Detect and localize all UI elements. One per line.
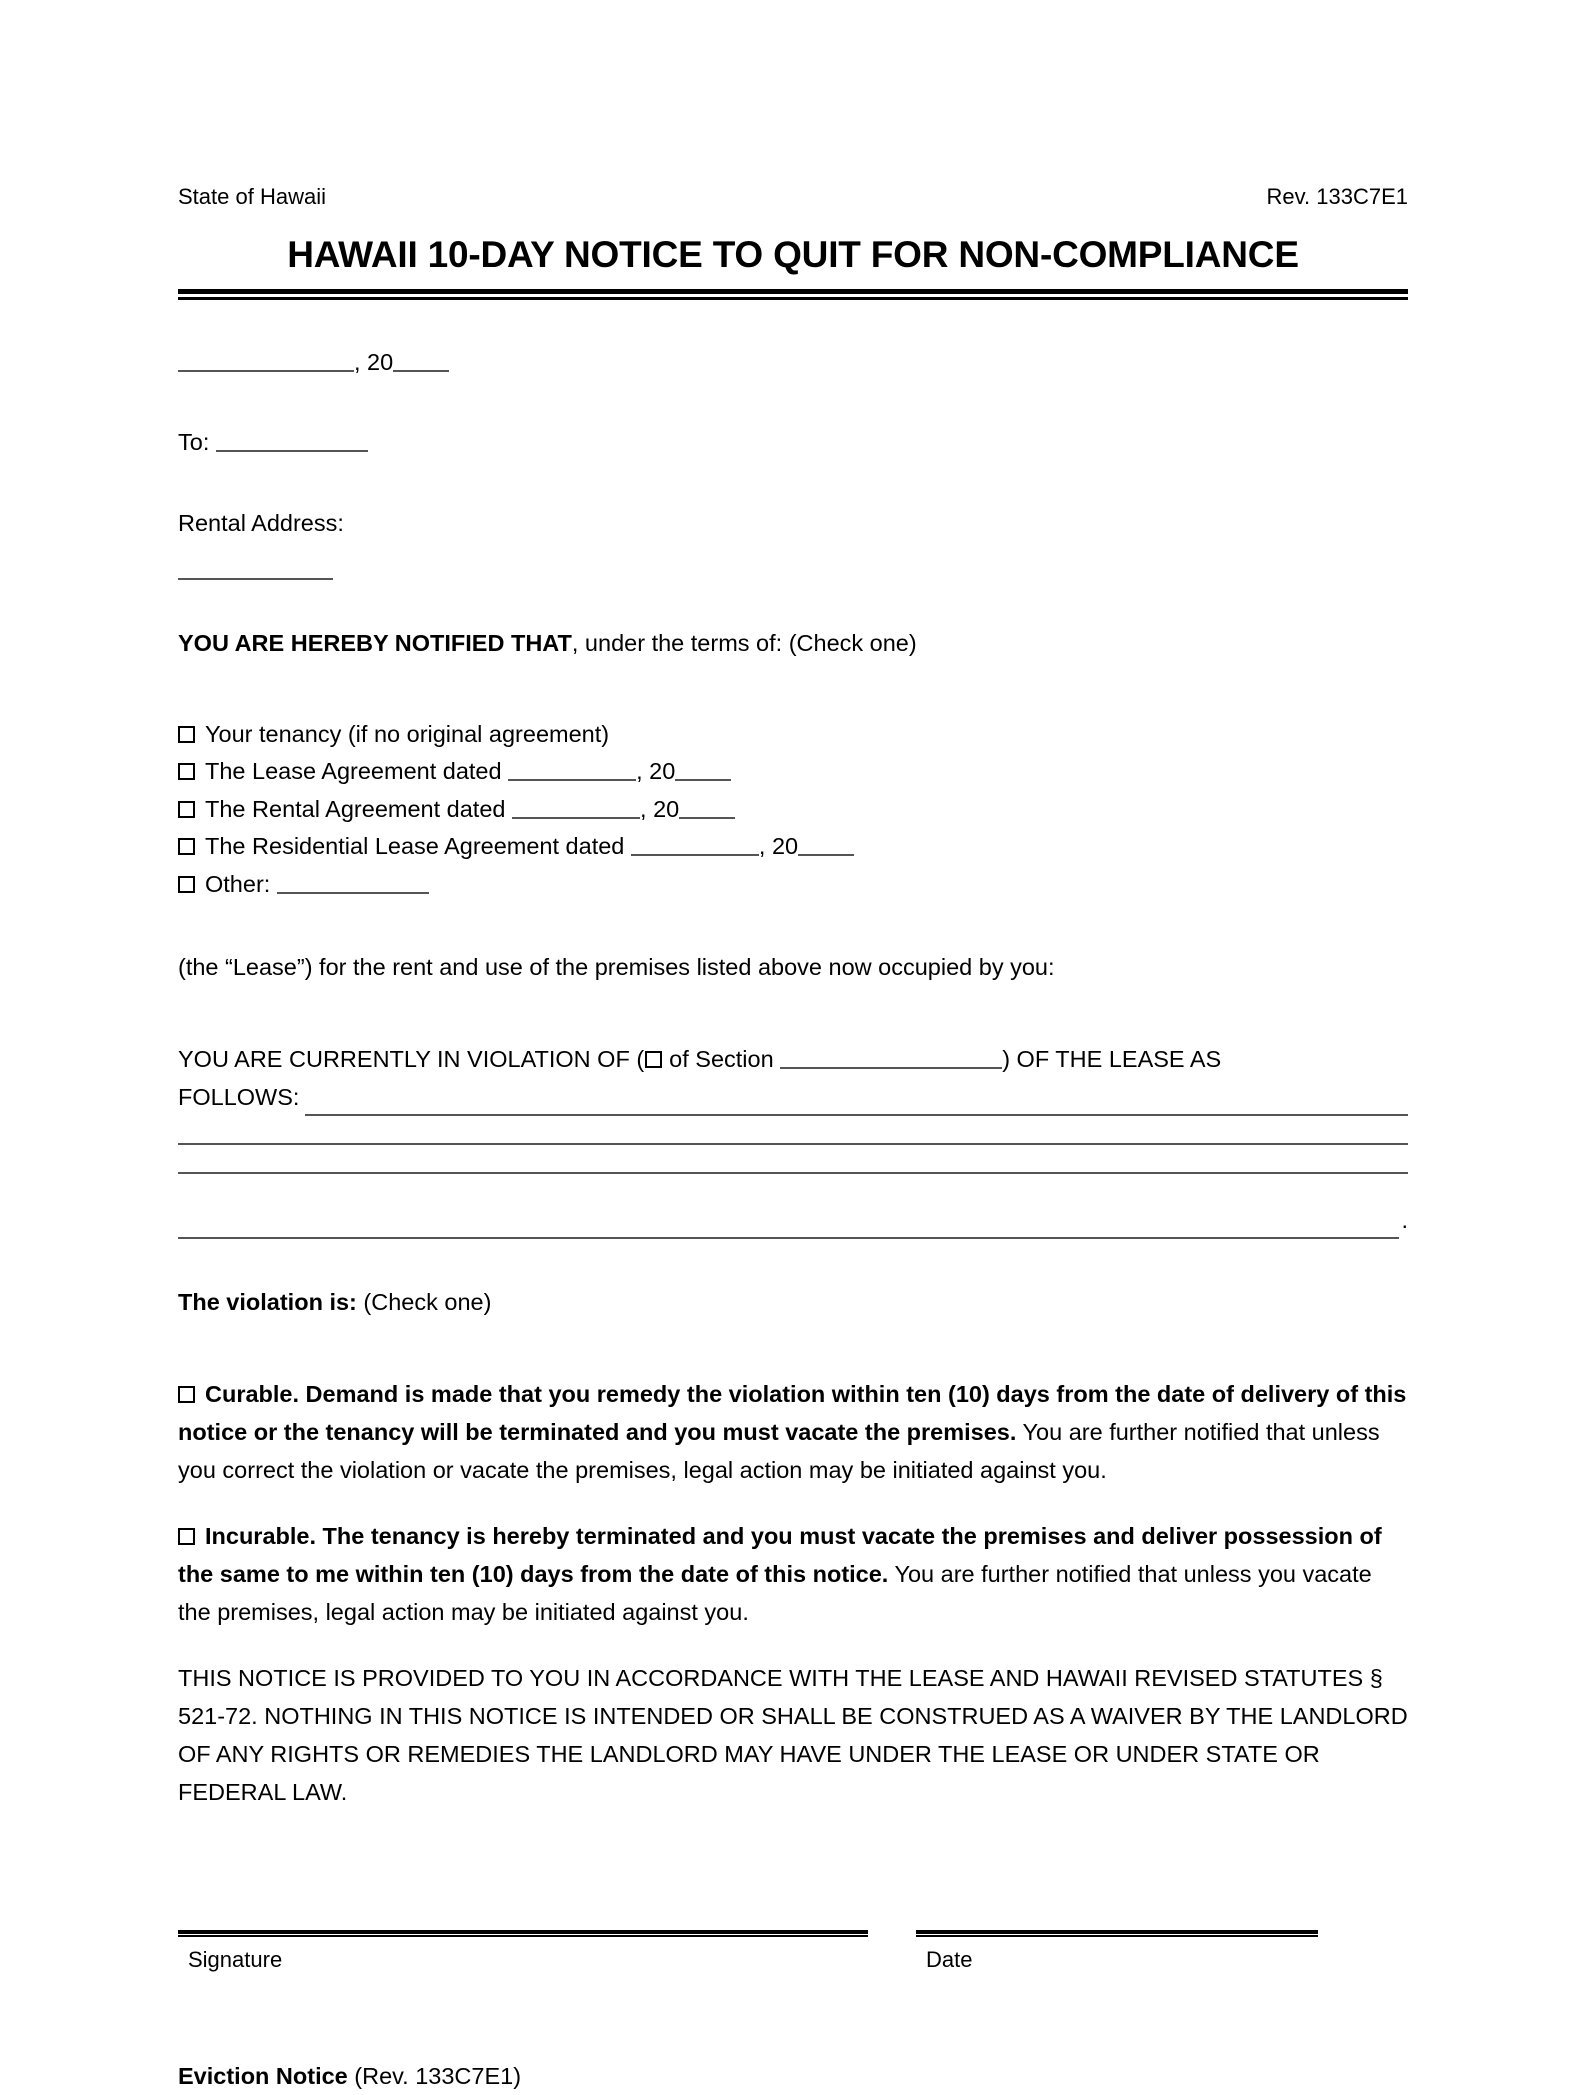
checkbox-row-lease-agreement[interactable]: [178, 753, 1408, 791]
checkbox-row-residential-lease-agreement[interactable]: [178, 828, 1408, 866]
spacer: [178, 688, 1408, 716]
curable-paragraph: [178, 1375, 1408, 1489]
state-label: State of Hawaii: [178, 184, 326, 209]
incurable-paragraph: [178, 1517, 1408, 1631]
signature-rules-row: [178, 1930, 1408, 1937]
signature-labels-row: [178, 1937, 1408, 1978]
checkbox-icon[interactable]: [178, 726, 195, 743]
title-divider: [178, 289, 1408, 300]
follows-label: FOLLOWS:: [178, 1083, 300, 1110]
lease-date-blank[interactable]: [508, 755, 636, 781]
spacer: [178, 407, 1408, 423]
incurable-checkbox-icon[interactable]: [178, 1528, 195, 1545]
lease-clause: (the “Lease”) for the rent and use of the premises listed above now occupied by you:: [178, 953, 1055, 980]
curable-bold: Curable. Demand is made that you remedy the violation within ten (10) days from the date of delivery of this notice or the tenancy will be terminated and you must vacate the premises.: [178, 1380, 1407, 1445]
rental-year-prefix: , 20: [640, 795, 680, 822]
lease-year-prefix: , 20: [636, 758, 676, 785]
violation-part3: ) OF THE LEASE AS: [1002, 1045, 1222, 1072]
checkbox-icon[interactable]: [178, 763, 195, 780]
terms-checkbox-list: [178, 716, 1408, 904]
checkbox-icon[interactable]: [178, 838, 195, 855]
rental-address-line: [178, 504, 1408, 542]
signature-label: Signature: [188, 1946, 283, 1972]
curable-checkbox-icon[interactable]: [178, 1386, 195, 1403]
violation-terminator: .: [1401, 1206, 1408, 1233]
curable-rest: You are further notified that unless you correct the violation or vacate the premises, legal action may be initiated against you.: [178, 1418, 1380, 1484]
spacer: [178, 580, 1408, 624]
violation-is-bold: The violation is:: [178, 1288, 357, 1315]
checkbox-row-tenancy[interactable]: [178, 716, 1408, 754]
residential-date-blank[interactable]: [631, 830, 759, 856]
checkbox-icon[interactable]: [178, 876, 195, 893]
checkbox-row-other[interactable]: [178, 866, 1408, 904]
checkbox-label: The Lease Agreement dated: [205, 758, 502, 785]
statute-paragraph: THIS NOTICE IS PROVIDED TO YOU IN ACCORDANCE WITH THE LEASE AND HAWAII REVISED STATUTES § 521-72. NOTHING IN THIS NOTICE IS INTENDED OR SHALL BE CONSTRUED AS A WAIVER BY THE LANDLORD OF ANY RIGHTS OR REMEDIES THE LANDLORD MAY HAVE UNDER THE LEASE OR UNDER STATE OR FEDERAL LAW.: [178, 1665, 1408, 1806]
spacer: [178, 1012, 1408, 1040]
violation-blank-4-row: [178, 1201, 1408, 1239]
section-checkbox-icon[interactable]: [645, 1051, 662, 1068]
spacer: [178, 488, 1408, 504]
checkbox-icon[interactable]: [178, 801, 195, 818]
lease-year-blank[interactable]: [675, 755, 731, 781]
violation-blank-3[interactable]: [178, 1172, 1408, 1174]
to-line: [178, 423, 1408, 461]
rental-year-blank[interactable]: [679, 793, 735, 819]
notified-rest: , under the terms of: (Check one): [571, 629, 917, 656]
violation-blank-1[interactable]: [305, 1089, 1408, 1116]
checkbox-label: The Rental Agreement dated: [205, 795, 506, 822]
incurable-rest: You are further notified that unless you vacate the premises, legal action may be initiated against you.: [178, 1561, 1372, 1626]
violation-part1: YOU ARE CURRENTLY IN VIOLATION OF (: [178, 1045, 645, 1072]
checkbox-label: The Residential Lease Agreement dated: [205, 833, 625, 860]
violation-is-heading: [178, 1283, 1408, 1321]
checkbox-row-rental-agreement[interactable]: [178, 791, 1408, 829]
spacer: [178, 1489, 1408, 1517]
spacer: [178, 1239, 1408, 1283]
violation-blank-2[interactable]: [178, 1143, 1408, 1145]
date-month-day-blank[interactable]: [178, 346, 354, 372]
revision-label: Rev. 133C7E1: [1266, 184, 1408, 209]
date-field[interactable]: [916, 1930, 1318, 1937]
signature-block: [178, 1930, 1408, 1978]
residential-year-prefix: , 20: [758, 833, 799, 860]
document-body: [178, 343, 1408, 2095]
notified-statement: [178, 624, 1408, 662]
incurable-bold: Incurable. The tenancy is hereby terminated and you must vacate the premises and deliver possession of the same to me within ten (10) days from the date of this notice.: [178, 1523, 1382, 1588]
section-number-blank[interactable]: [780, 1043, 1002, 1069]
checkbox-label: Your tenancy (if no original agreement): [205, 720, 610, 747]
residential-year-blank[interactable]: [798, 830, 854, 856]
signature-rule: [178, 1930, 868, 1937]
to-label: To:: [178, 429, 210, 456]
footer-rest: (Rev. 133C7E1): [347, 2063, 522, 2090]
date-year-prefix: , 20: [354, 349, 394, 376]
violation-part2: of Section: [669, 1045, 774, 1072]
rental-date-blank[interactable]: [512, 793, 640, 819]
notified-bold: YOU ARE HEREBY NOTIFIED THAT: [178, 629, 572, 656]
footer-bold: Eviction Notice: [178, 2063, 348, 2090]
date-line: [178, 343, 1408, 381]
document-header: [178, 0, 1408, 210]
spacer: [178, 1631, 1408, 1659]
violation-blank-4[interactable]: [178, 1212, 1399, 1239]
signature-field[interactable]: [178, 1930, 868, 1937]
violation-statement: [178, 1040, 1408, 1078]
checkbox-label: Other:: [205, 871, 271, 898]
spacer: [178, 1347, 1408, 1375]
page-title: HAWAII 10-DAY NOTICE TO QUIT FOR NON-COMPLIANCE: [287, 234, 1299, 276]
to-blank[interactable]: [216, 426, 368, 452]
rental-address-label: Rental Address:: [178, 509, 344, 536]
date-year-blank[interactable]: [393, 346, 449, 372]
document-sheet: [178, 0, 1408, 2095]
violation-is-rest: (Check one): [356, 1288, 492, 1315]
other-blank[interactable]: [277, 868, 429, 894]
date-label: Date: [926, 1946, 973, 1972]
violation-follows-line: [178, 1078, 1408, 1116]
spacer: [178, 904, 1408, 948]
document-footer: [178, 2057, 1408, 2095]
date-rule: [916, 1930, 1318, 1937]
